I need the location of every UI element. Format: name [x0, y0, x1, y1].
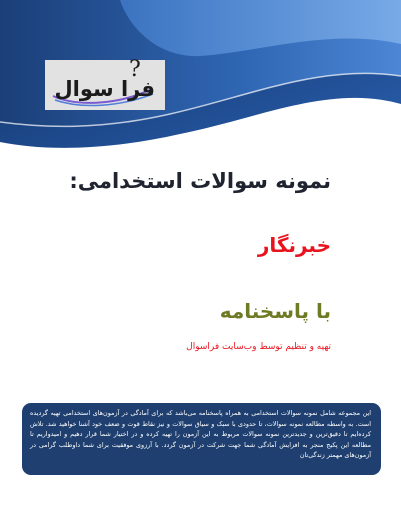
- answers-label: با پاسخنامه: [219, 299, 331, 323]
- logo-text: فرا سوال: [54, 77, 155, 101]
- job-title: خبرنگار: [257, 233, 331, 257]
- logo-question-mark-icon: ?: [129, 57, 141, 82]
- description-text: این مجموعه شامل نمونه سوالات استخدامی به همراه پاسخنامه می‌باشد که برای آمادگی در آزمون‌های استخدامی تهیه گردیده است. به واسطه مطالعه نمونه سوالات، تا حدودی با سبک و سیاق سوالات و نیز نقاط قوت و ضعف خود آشنا خواهید شد. تلاش کرده‌ایم تا دقیق‌ترین و جدیدترین نمونه سوالات مربوط به این آزمون را تهیه کرده و در اختیار شما قرار دهیم و امیدواریم تا مطالعه این پکیج منجر به افزایش آمادگی شما جهت شرکت در آزمون گردد. با آرزوی موفقیت برای شما داوطلب گرامی در آزمون‌های مهمتر زندگی‌تان: [30, 409, 371, 459]
- credit-line: تهیه و تنظیم توسط وب‌سایت فراسوال: [186, 342, 331, 352]
- site-logo: [45, 57, 165, 110]
- description-box: [22, 403, 381, 475]
- cover-title: نمونه سوالات استخدامی:: [69, 169, 331, 193]
